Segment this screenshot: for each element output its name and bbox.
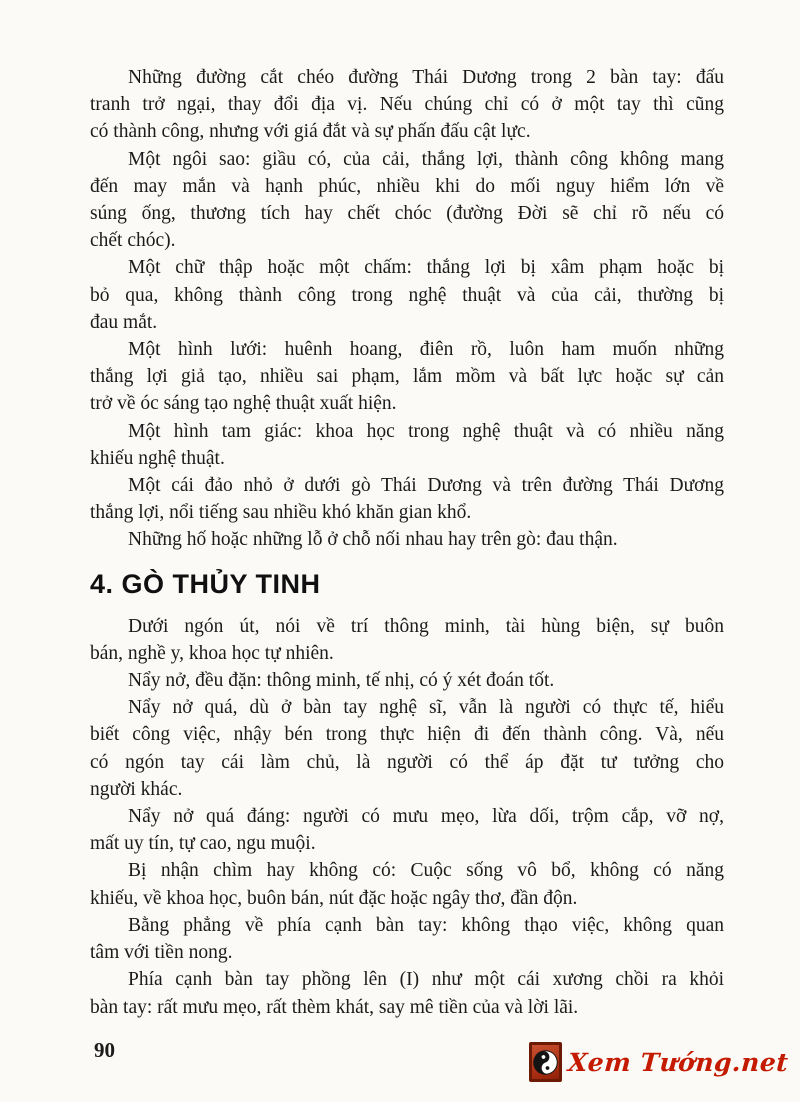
- text-line: có thành công, nhưng với giá đắt và sự phấn đấu cật lực.: [90, 121, 531, 143]
- yin-yang-icon: [529, 1042, 562, 1082]
- text-line: thắng lợi giả tạo, nhiều sai phạm, lắm mồm và bất lực hoặc sự cản: [90, 366, 724, 388]
- paragraph: [90, 418, 724, 472]
- paragraph: [90, 526, 724, 553]
- text-line: chết chóc).: [90, 230, 176, 252]
- page-content: [90, 64, 724, 1021]
- text-line: Nẩy nở, đều đặn: thông minh, tế nhị, có ý xét đoán tốt.: [128, 670, 555, 692]
- text-line: mất uy tín, tự cao, ngu muội.: [90, 833, 316, 855]
- paragraph: [90, 254, 724, 336]
- text-line: Một ngôi sao: giầu có, của cải, thắng lợi, thành công không mang: [128, 148, 724, 170]
- paragraph: [90, 694, 724, 803]
- paragraph: [90, 966, 724, 1020]
- text-line: bỏ qua, không thành công trong nghệ thuật và của cải, thường bị: [90, 284, 724, 306]
- paragraph: [90, 613, 724, 667]
- text-line: khiếu, về khoa học, buôn bán, nút đặc hoặc ngây thơ, đần độn.: [90, 887, 578, 909]
- text-line: người khác.: [90, 778, 183, 800]
- text-line: có ngón tay cái làm chủ, là người có thể áp đặt tư tưởng cho: [90, 751, 724, 773]
- text-line: tâm với tiền nong.: [90, 942, 233, 964]
- text-line: Một cái đảo nhỏ ở dưới gò Thái Dương và trên đường Thái Dương: [128, 475, 724, 497]
- text-line: Nẩy nở quá, dù ở bàn tay nghệ sĩ, vẫn là người có thực tế, hiểu: [128, 697, 724, 719]
- text-line: Phía cạnh bàn tay phồng lên (I) như một cái xương chồi ra khỏi: [128, 969, 724, 991]
- page-number: 90: [94, 1038, 115, 1062]
- paragraph: [90, 667, 724, 694]
- text-line: Những đường cắt chéo đường Thái Dương trong 2 bàn tay: đấu: [128, 67, 724, 88]
- text-line: Bằng phẳng về phía cạnh bàn tay: không thạo việc, không quan: [128, 914, 724, 936]
- text-line: Bị nhận chìm hay không có: Cuộc sống vô bổ, không có năng: [128, 860, 724, 882]
- paragraph: [90, 64, 724, 146]
- paragraph: [90, 857, 724, 911]
- text-line: biết công việc, nhậy bén trong thực hiện đi đến thành công. Và, nếu: [90, 724, 724, 746]
- paragraph: [90, 146, 724, 255]
- text-line: bán, nghề y, khoa học tự nhiên.: [90, 642, 334, 664]
- paragraph: [90, 912, 724, 966]
- text-line: trở về óc sáng tạo nghệ thuật xuất hiện.: [90, 393, 397, 415]
- text-line: Dưới ngón út, nói về trí thông minh, tài hùng biện, sự buôn: [128, 615, 724, 637]
- paragraph: [90, 472, 724, 526]
- watermark-text: Xem Tướng.net: [566, 1047, 790, 1077]
- text-line: tranh trở ngại, thay đổi địa vị. Nếu chúng chỉ có ở một tay thì cũng: [90, 94, 724, 116]
- text-line: Nẩy nở quá đáng: người có mưu mẹo, lừa dối, trộm cắp, vỡ nợ,: [128, 806, 724, 828]
- text-line: Một chữ thập hoặc một chấm: thắng lợi bị xâm phạm hoặc bị: [128, 257, 724, 279]
- text-line: đến may mắn và hạnh phúc, nhiều khi do mối nguy hiểm lớn về: [90, 175, 724, 197]
- text-line: khiếu nghệ thuật.: [90, 447, 225, 469]
- section-heading: 4. GÒ THỦY TINH: [90, 568, 321, 599]
- text-line: đau mắt.: [90, 311, 158, 333]
- text-line: Một hình lưới: huênh hoang, điên rồ, luôn ham muốn những: [128, 339, 724, 361]
- text-line: Một hình tam giác: khoa học trong nghệ thuật và có nhiều năng: [128, 420, 724, 442]
- text-line: súng ống, thương tích hay chết chóc (đường Đời sẽ chỉ rõ nếu có: [90, 203, 724, 225]
- text-line: Những hố hoặc những lỗ ở chỗ nối nhau hay trên gò: đau thận.: [128, 529, 618, 551]
- text-line: bàn tay: rất mưu mẹo, rất thèm khát, say mê tiền của và lời lãi.: [90, 996, 579, 1018]
- paragraph: [90, 336, 724, 418]
- text-line: thắng lợi, nổi tiếng sau nhiều khó khăn gian khổ.: [90, 502, 472, 524]
- watermark-logo: [529, 1042, 788, 1082]
- paragraph: [90, 803, 724, 857]
